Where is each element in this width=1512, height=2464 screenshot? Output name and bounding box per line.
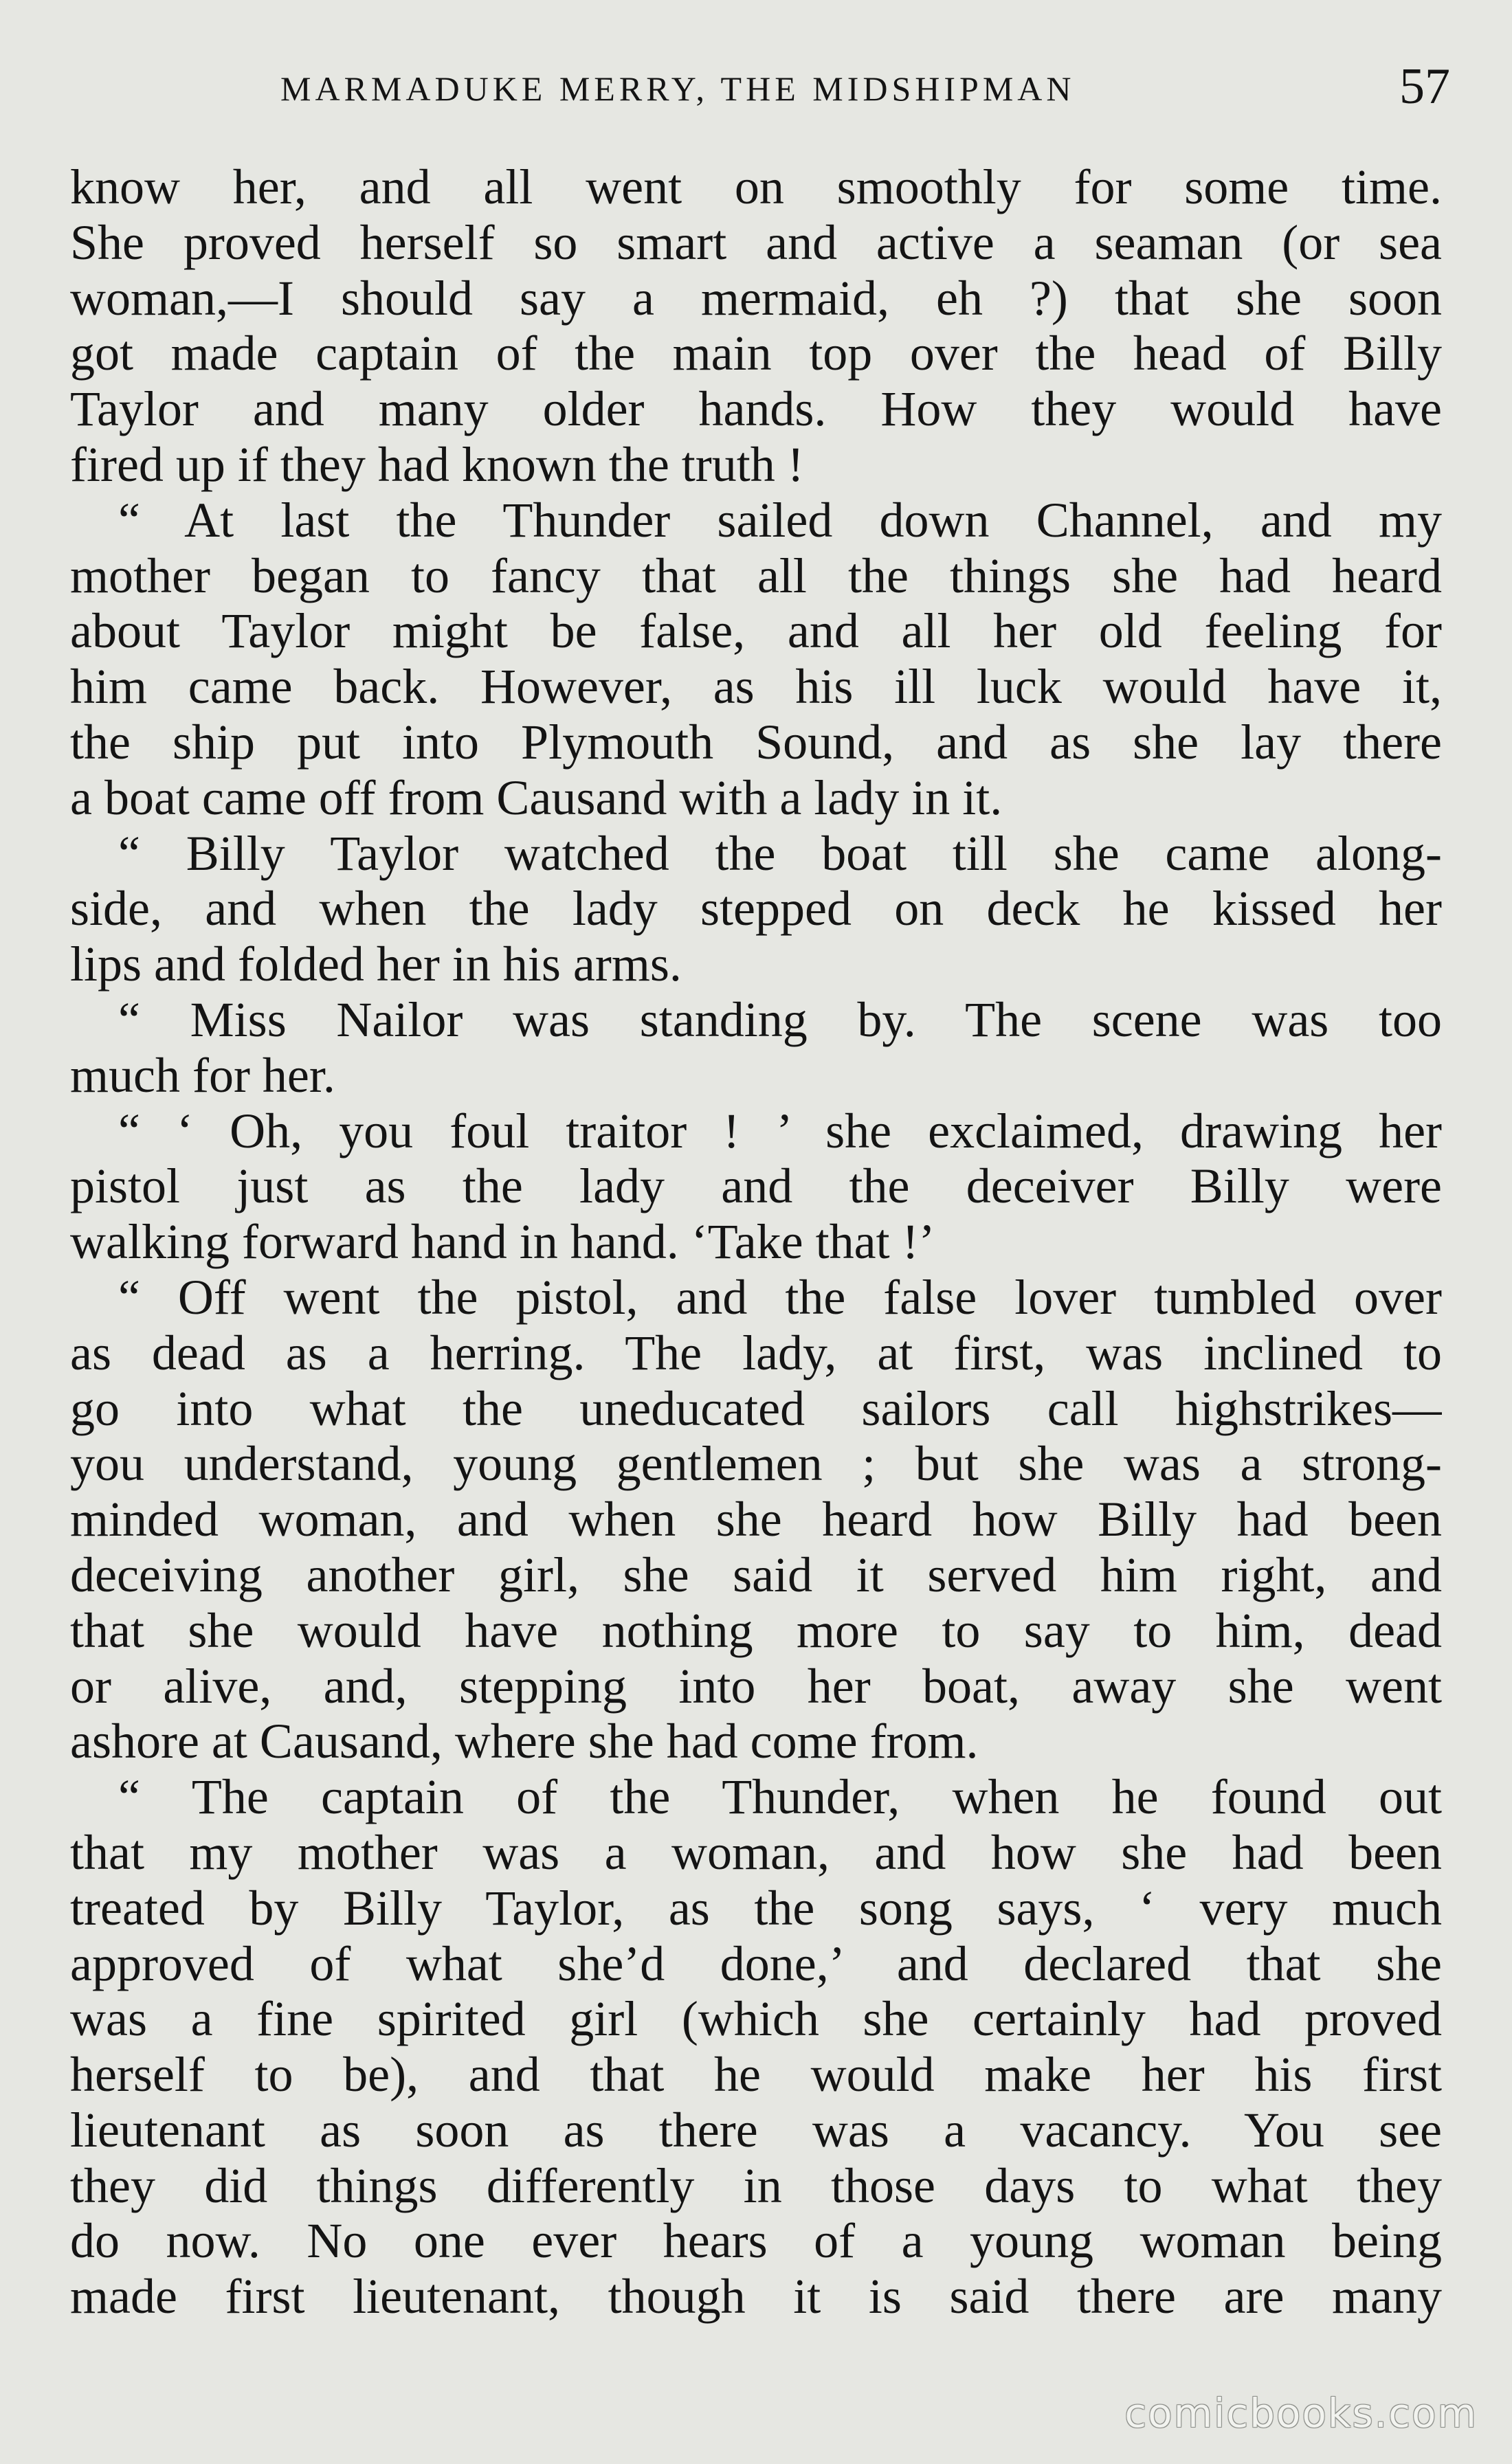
text-line: herself to be), and that he would make her his first xyxy=(70,2047,1442,2103)
text-line: got made captain of the main top over the head of Billy xyxy=(70,326,1442,381)
text-line: fired up if they had known the truth ! xyxy=(70,436,804,492)
text-line: know her, and all went on smoothly for some time. xyxy=(70,159,1442,214)
text-line: made first lieutenant, though it is said there are many xyxy=(70,2269,1442,2325)
text-line: or alive, and, stepping into her boat, away she went xyxy=(70,1658,1442,1714)
text-line: that my mother was a woman, and how she had been xyxy=(70,1824,1442,1880)
text-line: “ ‘ Oh, you foul traitor ! ’ she exclaimed, drawing her xyxy=(118,1103,1442,1158)
text-line: minded woman, and when she heard how Billy had been xyxy=(70,1492,1442,1547)
running-title: MARMADUKE MERRY, THE MIDSHIPMAN xyxy=(280,69,1076,108)
text-line: side, and when the lady stepped on deck he kissed her xyxy=(70,881,1442,937)
text-line: a boat came off from Causand with a lady in it. xyxy=(70,770,1003,825)
text-line: lips and folded her in his arms. xyxy=(70,937,682,992)
text-line: woman,—I should say a mermaid, eh ?) that she soon xyxy=(70,270,1442,326)
text-line: treated by Billy Taylor, as the song says, ‘ very much xyxy=(70,1880,1442,1936)
text-line: “ Miss Nailor was standing by. The scene was too xyxy=(118,992,1442,1047)
text-line: they did things differently in those days to what they xyxy=(70,2158,1442,2213)
text-line: lieutenant as soon as there was a vacancy. You see xyxy=(70,2102,1442,2158)
text-line: deceiving another girl, she said it served him right, and xyxy=(70,1547,1442,1602)
text-line: about Taylor might be false, and all her old feeling for xyxy=(70,603,1442,659)
text-line: She proved herself so smart and active a seaman (or sea xyxy=(70,214,1442,270)
page-number: 57 xyxy=(1399,58,1450,115)
text-line: you understand, young gentlemen ; but she was a strong- xyxy=(70,1436,1442,1492)
text-line: “ At last the Thunder sailed down Channel, and my xyxy=(118,492,1442,548)
text-line: approved of what she’d done,’ and declared that she xyxy=(70,1936,1442,1991)
text-line: “ The captain of the Thunder, when he found out xyxy=(118,1769,1442,1825)
text-line: as dead as a herring. The lady, at first, was inclined to xyxy=(70,1325,1442,1380)
running-head xyxy=(74,54,1450,129)
text-line: that she would have nothing more to say to him, dead xyxy=(70,1602,1442,1658)
text-line: “ Billy Taylor watched the boat till she came along- xyxy=(118,825,1442,881)
text-line: mother began to fancy that all the things she had heard xyxy=(70,548,1442,603)
text-line: “ Off went the pistol, and the false lover tumbled over xyxy=(118,1269,1442,1325)
text-line: the ship put into Plymouth Sound, and as she lay there xyxy=(70,714,1442,770)
text-line: ashore at Causand, where she had come from. xyxy=(70,1714,979,1769)
text-line: walking forward hand in hand. ‘Take that !’ xyxy=(70,1214,935,1270)
text-line: pistol just as the lady and the deceiver Billy were xyxy=(70,1158,1442,1214)
text-line: was a fine spirited girl (which she certainly had proved xyxy=(70,1991,1442,2047)
watermark: comicbooks.com xyxy=(1124,2390,1478,2437)
text-line: do now. No one ever hears of a young woman being xyxy=(70,2213,1442,2269)
text-line: much for her. xyxy=(70,1047,335,1103)
text-line: go into what the uneducated sailors call highstrikes— xyxy=(70,1380,1442,1436)
text-line: Taylor and many older hands. How they would have xyxy=(70,381,1442,437)
text-line: him came back. However, as his ill luck would have it, xyxy=(70,659,1442,715)
body-text xyxy=(70,159,1442,2325)
